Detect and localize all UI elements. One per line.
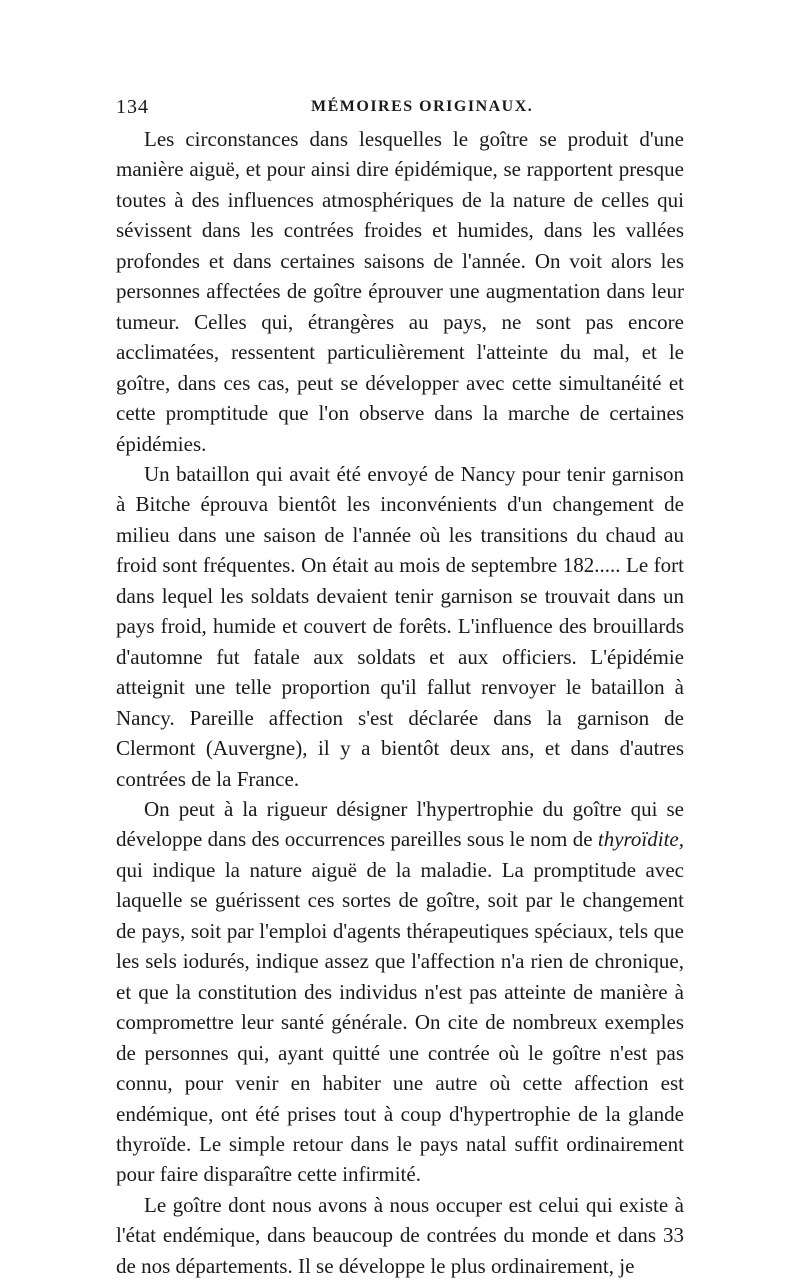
paragraph-3-after: qui indique la nature aiguë de la maladie. La promptitude avec laquelle se guérissent ces sortes de goître, soit par le changement de pays, soit par l'emploi d'agents thérapeutiques spéciaux, tels que les sels iodurés, indique assez que l'affection n'a rien de chronique, et que la constitution des individus n'est pas atteinte de manière à compromettre leur santé générale. On cite de nombreux exemples de personnes qui, ayant quitté une contrée où le goître n'est pas connu, pour venir en habiter une autre où cette affection est endémique, ont été prises tout à coup d'hypertrophie de la glande thyroïde. Le simple retour dans le pays natal suffit ordinairement pour faire disparaître cette infirmité. — [116, 857, 684, 1187]
page-number: 134 — [116, 96, 149, 118]
body-text — [116, 124, 684, 1281]
paragraph-2: Un bataillon qui avait été envoyé de Nancy pour tenir garnison à Bitche éprouva bientôt les inconvénients d'un changement de milieu dans une saison de l'année où les transitions du chaud au froid sont fréquentes. On était au mois de septembre 182..... Le fort dans lequel les soldats devaient tenir garnison se trouvait dans un pays froid, humide et couvert de forêts. L'influence des brouillards d'automne fut fatale aux soldats et aux officiers. L'épidémie atteignit une telle proportion qu'il fallut renvoyer le bataillon à Nancy. Pareille affection s'est déclarée dans la garnison de Clermont (Auvergne), il y a bientôt deux ans, et dans d'autres contrées de la France. — [116, 461, 684, 791]
paragraph-1: Les circonstances dans lesquelles le goître se produit d'une manière aiguë, et pour ainsi dire épidémique, se rapportent presque toutes à des influences atmosphériques de la nature de celles qui sévissent dans les contrées froides et humides, dans les vallées profondes et dans certaines saisons de l'année. On voit alors les personnes affectées de goître éprouver une augmentation dans leur tumeur. Celles qui, étrangères au pays, ne sont pas encore acclimatées, ressentent particulièrement l'atteinte du mal, et le goître, dans ces cas, peut se développer avec cette simultanéité et cette promptitude que l'on observe dans la marche de certaines épidémies. — [116, 127, 684, 456]
paragraph-4: Le goître dont nous avons à nous occuper est celui qui existe à l'état endémique, dans beaucoup de contrées du monde et dans 33 de nos départements. Il se développe le plus ordinairement, je — [116, 1192, 684, 1278]
paragraph-3-before: On peut à la rigueur désigner l'hypertrophie du goître qui se développe dans des occurrences pareilles sous le nom de — [116, 796, 684, 852]
paragraph-3 — [116, 794, 684, 1190]
thyroiditis-term: thyroïdite, — [597, 827, 684, 852]
running-title: MÉMOIRES ORIGINAUX. — [311, 98, 534, 115]
page-header — [116, 96, 686, 120]
